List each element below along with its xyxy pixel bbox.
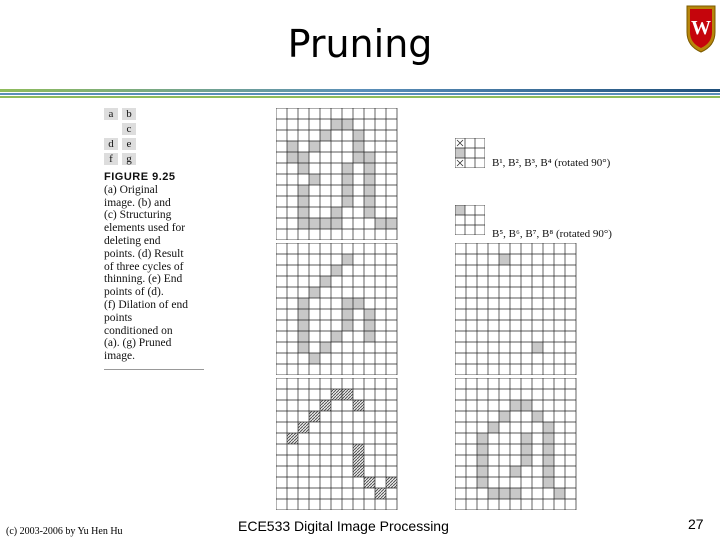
foreground-pixel	[298, 309, 309, 320]
foreground-pixel	[510, 466, 521, 477]
foreground-pixel	[543, 455, 554, 466]
foreground-pixel	[342, 320, 353, 331]
header-divider	[0, 89, 720, 99]
foreground-pixel	[488, 488, 499, 499]
foreground-pixel	[287, 152, 298, 163]
foreground-pixel	[298, 298, 309, 309]
dilated-pixel	[298, 422, 309, 433]
foreground-pixel	[532, 411, 543, 422]
foreground-pixel	[477, 433, 488, 444]
foreground-pixel	[320, 276, 331, 287]
foreground-pixel	[342, 309, 353, 320]
foreground-pixel	[375, 218, 386, 229]
dilated-pixel	[309, 411, 320, 422]
foreground-pixel	[331, 218, 342, 229]
foreground-pixel	[543, 422, 554, 433]
foreground-pixel	[342, 254, 353, 265]
foreground-pixel	[477, 477, 488, 488]
se-pixel	[455, 148, 465, 158]
foreground-pixel	[309, 287, 320, 298]
panel-label: c	[122, 123, 136, 135]
dilated-pixel	[320, 400, 331, 411]
foreground-pixel	[532, 342, 543, 353]
foreground-pixel	[309, 141, 320, 152]
foreground-pixel	[309, 218, 320, 229]
foreground-pixel	[521, 400, 532, 411]
foreground-pixel	[554, 488, 565, 499]
foreground-pixel	[331, 119, 342, 130]
foreground-pixel	[298, 185, 309, 196]
foreground-pixel	[521, 433, 532, 444]
caption-line: conditioned on	[104, 324, 173, 337]
foreground-pixel	[499, 254, 510, 265]
foreground-pixel	[543, 433, 554, 444]
foreground-pixel	[364, 320, 375, 331]
foreground-pixel	[298, 152, 309, 163]
foreground-pixel	[298, 342, 309, 353]
caption-line: image.	[104, 350, 135, 363]
foreground-pixel	[353, 298, 364, 309]
panel-e-end-points	[455, 243, 630, 375]
foreground-pixel	[521, 444, 532, 455]
foreground-pixel	[364, 207, 375, 218]
foreground-pixel	[364, 163, 375, 174]
caption-line: image. (b) and	[104, 196, 171, 209]
figure-number: FIGURE 9.25	[104, 171, 176, 183]
dilated-pixel	[375, 488, 386, 499]
slide-title: Pruning	[287, 22, 433, 66]
course-footer: ECE533 Digital Image Processing	[238, 518, 449, 534]
caption-line: (a). (g) Pruned	[104, 337, 172, 350]
foreground-pixel	[364, 309, 375, 320]
caption-line: of three cycles of	[104, 260, 184, 273]
foreground-pixel	[543, 477, 554, 488]
foreground-pixel	[298, 207, 309, 218]
caption-line: (a) Original	[104, 183, 158, 196]
panel-label: g	[122, 153, 136, 165]
foreground-pixel	[309, 174, 320, 185]
panel-d-thinning-result	[276, 243, 451, 375]
panel-a-original-image	[276, 108, 451, 240]
caption-text	[104, 184, 208, 363]
caption-line: deleting end	[104, 234, 161, 247]
foreground-pixel	[499, 488, 510, 499]
foreground-pixel	[477, 455, 488, 466]
foreground-pixel	[331, 207, 342, 218]
foreground-pixel	[320, 218, 331, 229]
panel-f-conditional-dilation	[276, 378, 451, 510]
caption-line: (c) Structuring	[104, 209, 172, 222]
panel-label: d	[104, 138, 118, 150]
figure-caption	[104, 108, 208, 370]
se-label-c: B⁵, B⁶, B⁷, B⁸ (rotated 90°)	[492, 228, 612, 240]
panel-g-pruned-image	[455, 378, 630, 510]
foreground-pixel	[298, 320, 309, 331]
foreground-pixel	[364, 152, 375, 163]
foreground-pixel	[510, 488, 521, 499]
foreground-pixel	[364, 331, 375, 342]
foreground-pixel	[342, 196, 353, 207]
panel-layout-key	[104, 108, 208, 165]
svg-text:W: W	[691, 17, 711, 39]
foreground-pixel	[543, 444, 554, 455]
panel-label: b	[122, 108, 136, 120]
dilated-pixel	[353, 455, 364, 466]
foreground-pixel	[364, 185, 375, 196]
foreground-pixel	[342, 163, 353, 174]
foreground-pixel	[309, 353, 320, 364]
dilated-pixel	[331, 389, 342, 400]
copyright-footer: (c) 2003-2006 by Yu Hen Hu	[6, 526, 123, 537]
dont-care-icon	[457, 140, 463, 146]
dilated-pixel	[364, 477, 375, 488]
dilated-pixel	[287, 433, 298, 444]
foreground-pixel	[342, 174, 353, 185]
foreground-pixel	[353, 152, 364, 163]
dilated-pixel	[353, 400, 364, 411]
foreground-pixel	[353, 141, 364, 152]
caption-line: points of (d).	[104, 286, 164, 299]
foreground-pixel	[298, 218, 309, 229]
panel-label: a	[104, 108, 118, 120]
foreground-pixel	[364, 174, 375, 185]
se-pixel	[455, 205, 465, 215]
panel-label: e	[122, 138, 136, 150]
foreground-pixel	[477, 466, 488, 477]
caption-line: thinning. (e) End	[104, 273, 183, 286]
foreground-pixel	[298, 196, 309, 207]
foreground-pixel	[320, 130, 331, 141]
panel-b-structuring-element	[455, 138, 485, 168]
foreground-pixel	[287, 141, 298, 152]
foreground-pixel	[298, 331, 309, 342]
caption-line: points. (d) Result	[104, 247, 184, 260]
foreground-pixel	[499, 411, 510, 422]
foreground-pixel	[364, 196, 375, 207]
se-label-b: B¹, B², B³, B⁴ (rotated 90°)	[492, 157, 611, 169]
foreground-pixel	[320, 342, 331, 353]
university-crest-icon	[684, 2, 718, 54]
foreground-pixel	[543, 466, 554, 477]
foreground-pixel	[510, 400, 521, 411]
foreground-pixel	[342, 119, 353, 130]
dilated-pixel	[353, 466, 364, 477]
dilated-pixel	[353, 444, 364, 455]
dilated-pixel	[386, 477, 397, 488]
foreground-pixel	[488, 422, 499, 433]
foreground-pixel	[331, 331, 342, 342]
foreground-pixel	[477, 444, 488, 455]
panel-label: f	[104, 153, 118, 165]
caption-line: (f) Dilation of end	[104, 298, 188, 311]
foreground-pixel	[353, 130, 364, 141]
dont-care-icon	[457, 160, 463, 166]
foreground-pixel	[331, 265, 342, 276]
foreground-pixel	[386, 218, 397, 229]
panel-c-structuring-element	[455, 205, 485, 235]
foreground-pixel	[298, 163, 309, 174]
dilated-pixel	[342, 389, 353, 400]
foreground-pixel	[342, 185, 353, 196]
page-number: 27	[688, 516, 704, 532]
caption-line: points	[104, 311, 133, 324]
caption-rule	[104, 369, 204, 370]
foreground-pixel	[342, 298, 353, 309]
caption-line: elements used for	[104, 222, 186, 235]
foreground-pixel	[521, 455, 532, 466]
